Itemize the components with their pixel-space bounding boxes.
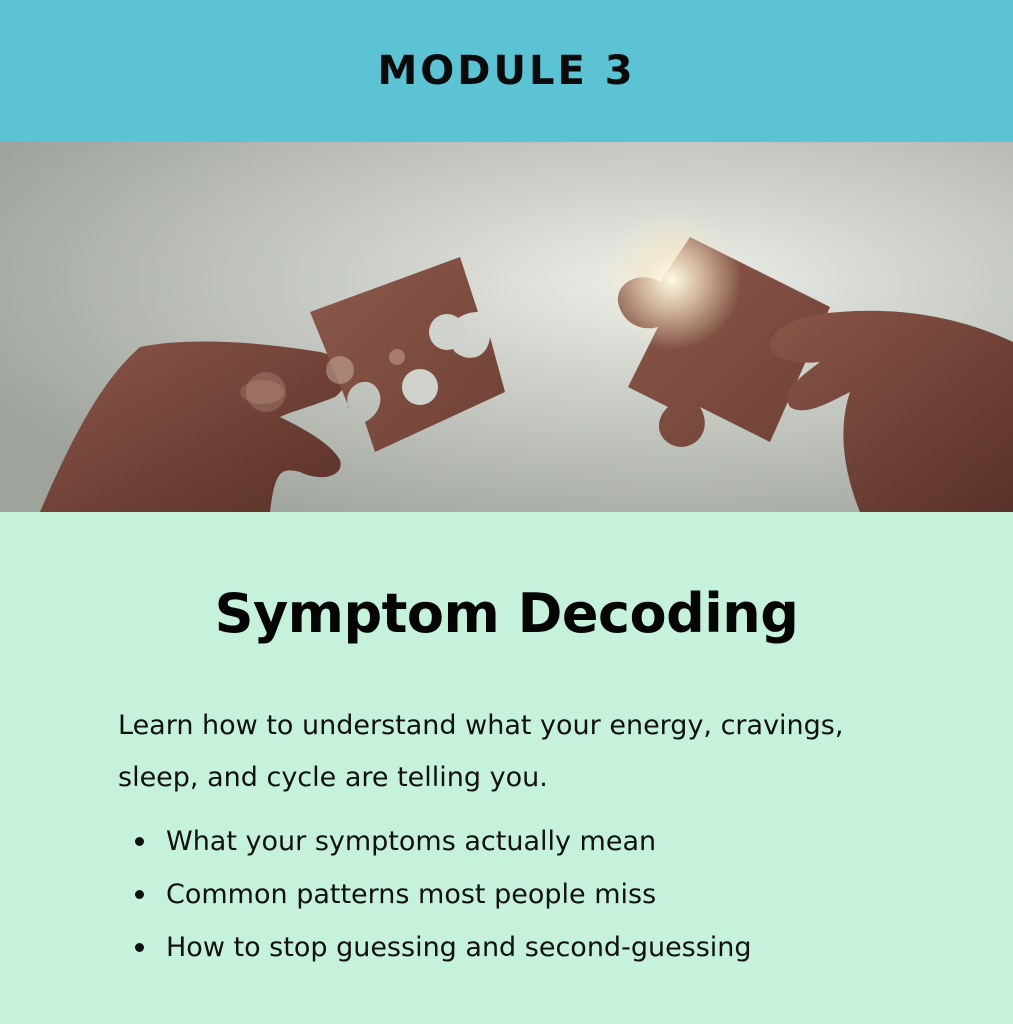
bullet-list	[135, 815, 752, 974]
module-label: MODULE 3	[377, 48, 636, 94]
hero-image	[0, 142, 1013, 512]
sun-flare	[602, 210, 742, 350]
module-content	[0, 512, 1013, 1024]
bullet-icon	[135, 943, 144, 952]
puzzle-hands-illustration	[0, 142, 1013, 512]
list-item	[135, 921, 752, 974]
module-header	[0, 0, 1013, 142]
list-item	[135, 815, 752, 868]
list-item-text: What your symptoms actually mean	[166, 826, 657, 857]
list-item	[135, 868, 752, 921]
bullet-icon	[135, 890, 144, 899]
list-item-text: How to stop guessing and second-guessing	[166, 932, 752, 963]
bullet-icon	[135, 837, 144, 846]
list-item-text: Common patterns most people miss	[166, 879, 657, 910]
module-description: Learn how to understand what your energy, cravings, sleep, and cycle are telling you.	[118, 710, 844, 793]
module-title: Symptom Decoding	[214, 582, 799, 645]
